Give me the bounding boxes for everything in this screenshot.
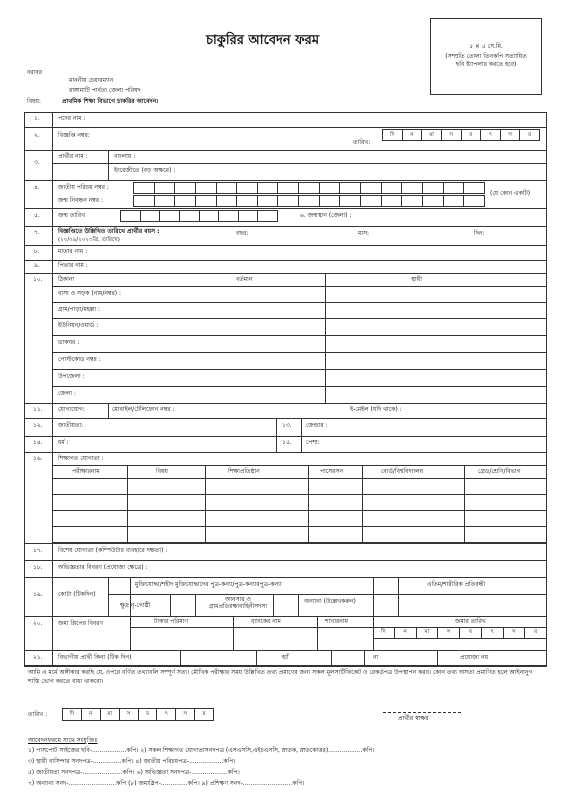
- row5-num: ৫.: [34, 212, 40, 219]
- circular-date-grid[interactable]: [382, 129, 540, 141]
- deposit-date-header: জমার তারিখ: [455, 618, 486, 625]
- quota-other: অন্যান্য (উল্লেখকরুন): [304, 598, 356, 605]
- deposit-date-grid[interactable]: [373, 627, 547, 639]
- edu-header-grade: গ্রেড/শ্রেণি/বিভাগ: [478, 468, 521, 475]
- num-col-divider: [52, 112, 53, 666]
- father-name-label: পিতার নাম :: [58, 262, 88, 269]
- attachment-line: ৩) স্থায়ী বাসিন্দার সনদপত্র-...............কপি। ৪) জাতীয় পরিচয়পত্র-..................কপি।: [28, 758, 236, 765]
- email-label: ই-মেইল (যদি থাকে) :: [350, 406, 402, 413]
- special-skill-label: বিশেষ যোগ্যতা (কম্পিউটার ব্যবহারে দক্ষতা) :: [58, 547, 168, 554]
- either-one-note: (যে কোন একটি): [490, 190, 531, 197]
- birthplace-field[interactable]: [370, 209, 540, 225]
- address-line2: রাঙ্গামাটি পার্বত্য জেলা পরিষদ: [69, 87, 141, 94]
- date-cell: মা: [101, 709, 120, 720]
- date-cell: স: [120, 709, 139, 720]
- dob-label: জন্ম তারিখ: [58, 212, 86, 219]
- name-english-label: ইংরেজীতে (বড় অক্ষরে) :: [114, 167, 176, 174]
- brn-label: জন্ম নিবন্ধন নম্বর :: [58, 197, 104, 204]
- date-cell: র: [202, 711, 206, 718]
- birthplace-label: ৬. জন্মস্থান (জেলা) :: [300, 212, 352, 219]
- present-address-header: বর্তমান: [236, 276, 253, 283]
- bottom-date-grid[interactable]: [62, 708, 214, 721]
- row1-num: ১.: [34, 115, 40, 122]
- deposit-branch-header: শাখারনাম: [325, 618, 348, 625]
- row3-num: ৩.: [34, 159, 40, 166]
- row21-num: ২১.: [33, 654, 43, 661]
- nid-label: জাতীয় পরিচয় নম্বর :: [58, 184, 109, 191]
- edu-header-passing-year: পাসেরসন: [320, 468, 344, 475]
- date-cell: ব: [139, 709, 158, 720]
- date-cell: স: [504, 627, 526, 638]
- experience-label: অভিজ্ঞতার বিবরণ (প্রযোজ্য ক্ষেত্রে) :: [58, 564, 148, 571]
- date-cell: স: [438, 627, 460, 638]
- email-field[interactable]: [420, 404, 540, 417]
- deposit-amount-header: টাকার পরিমাণ: [154, 618, 188, 625]
- row17-num: ১৭.: [33, 547, 43, 554]
- row15-num: ১৫.: [282, 439, 292, 446]
- date-cell: ন: [82, 709, 101, 720]
- education-label: শিক্ষাগত যোগ্যতা :: [58, 455, 104, 462]
- row2-num: ২.: [34, 132, 40, 139]
- dob-grid[interactable]: [120, 210, 278, 222]
- quota-orphan-disabled: এতিম/শারীরিক প্রতিবন্ধী: [427, 581, 486, 588]
- brn-grid[interactable]: [133, 195, 485, 207]
- post-name-label: পদের নাম :: [58, 115, 86, 122]
- date-cell: দি: [383, 130, 403, 140]
- permanent-address-field[interactable]: [326, 287, 546, 402]
- age-label: বিজ্ঞপ্তিতে উল্লিখিত তারিখে প্রার্থীর বয়স :: [58, 228, 160, 235]
- row16-num: ১৬.: [33, 455, 43, 462]
- date-cell: ব: [462, 130, 482, 140]
- gender-label: জেন্ডার :: [306, 422, 328, 429]
- name-bangla-field[interactable]: [150, 151, 540, 162]
- circular-no-field[interactable]: [110, 129, 340, 148]
- mobile-field[interactable]: [195, 404, 345, 417]
- row8-num: ৮.: [34, 248, 40, 255]
- mother-name-label: মাতার নাম :: [58, 248, 88, 255]
- applicant-name-label: প্রার্থীর নাম :: [58, 153, 88, 160]
- signature-label: প্রার্থীর স্বাক্ষর: [398, 715, 429, 722]
- father-name-field[interactable]: [100, 261, 540, 272]
- mobile-label: মোবাইল/টেলিফোন নম্বর :: [112, 406, 175, 413]
- attachment-line: ১) পাসপোর্ট সাইজের ছবি-..................কপি। ২) সকল শিক্ষাগত যোগ্যতাসনদপত্র (এসএসসি,এইচএসসি, স্নাতক, স্নাতকোত্তর)..................কপি।: [28, 747, 375, 754]
- name-bangla-label: বাংলায় :: [114, 153, 136, 160]
- deposit-bank-header: ব্যাংকের নাম: [251, 618, 281, 625]
- edu-header-institution: শিক্ষাপ্রতিষ্ঠান: [228, 468, 260, 475]
- age-reference-date: (২০/০৯/২০২৩খ্রি. তারিখে): [58, 237, 120, 243]
- present-address-field[interactable]: [150, 287, 324, 402]
- edu-header-subject: বিষয়: [156, 468, 168, 475]
- date-cell: ৎ: [482, 627, 504, 638]
- departmental-yes-box[interactable]: [257, 651, 330, 665]
- nationality-label: জাতীয়তা:: [58, 422, 84, 429]
- religion-label: ধর্ম :: [58, 439, 69, 446]
- attachment-line: ৫) জাতীয়তা সনদপত্র-.....................কপি। ৬) অভিজ্ঞতা সনদপত্র-...................কপি।: [28, 769, 240, 776]
- address-line-postcode: পোস্টকোড নম্বর :: [58, 356, 101, 363]
- departmental-label: বিভাগীয় প্রার্থী কিনা (টিক দিন): [58, 654, 132, 661]
- row11-num: ১১.: [33, 406, 43, 413]
- row7-num: ৭.: [34, 229, 40, 236]
- form-title: চাকুরির আবেদন ফরম: [206, 33, 320, 48]
- declaration-text: আমি এ মর্মে অঙ্গীকার করছি যে, ওপরে বর্ণিত তথ্যাবলি সম্পূর্ণ সত্য। মৌখিক পরীক্ষার সময় উল্লিখিত তথ্য প্রমাণের জন্য সকল মূলসার্টিফিকেট ও রেকর্ডপত্র উপস্থাপন করব। কোন তথ্য অসত্য প্রমাণিত হলে আইনানুগ শাস্তি ভোগ করতে বাধ্য থাকবো।: [28, 669, 533, 685]
- age-year-label: বছর:: [236, 230, 249, 237]
- date-cell: র: [528, 131, 532, 138]
- row18-num: ১৮.: [33, 564, 43, 571]
- departmental-yes: হ্যাঁ: [282, 654, 289, 661]
- row19-num: ১৯.: [33, 591, 43, 598]
- permanent-address-header: স্থায়ী: [411, 276, 422, 283]
- row12-num: ১২.: [33, 422, 43, 429]
- date-cell: স: [501, 130, 521, 140]
- deposit-slip-label: জমা প্লিপের বিবরণ: [58, 620, 104, 627]
- name-english-field[interactable]: [220, 164, 540, 179]
- departmental-na: প্রযোজ্য নয়: [460, 654, 489, 661]
- signature-line: [383, 712, 461, 713]
- photo-note: (সম্প্রতি তোলা তিনকপি সত্যায়িত ছবি ষ্ট্যাপলার করতে হবে): [445, 53, 527, 69]
- row14-num: ১৪.: [33, 439, 43, 446]
- date-cell: দি: [63, 709, 82, 720]
- address-line-upazila: উপজেলা :: [58, 373, 85, 380]
- date-cell: ৎ: [481, 130, 501, 140]
- row9-num: ৯.: [34, 262, 40, 269]
- subject-label: বিষয়:: [27, 98, 41, 105]
- address-line-village: গ্রাম/পাড়া/মহল্লা :: [58, 306, 100, 313]
- date-cell: র: [534, 629, 538, 636]
- departmental-no-box[interactable]: [365, 651, 436, 665]
- departmental-no: না: [373, 654, 379, 661]
- row4-num: ৪.: [34, 184, 40, 191]
- quota-label: কোটা (টিকদিন): [58, 591, 96, 598]
- address-label: ঠিকানা: [58, 276, 75, 283]
- circular-date-label: তারিখ:: [353, 139, 371, 146]
- date-cell: ৎ: [157, 709, 176, 720]
- edu-header-board: বোর্ড/বিশ্ববিদ্যালয়: [381, 468, 424, 475]
- date-cell: স: [442, 130, 462, 140]
- mother-name-field[interactable]: [100, 246, 540, 259]
- post-name-field[interactable]: [100, 113, 540, 126]
- bottom-date-label: তারিখ :: [28, 711, 48, 718]
- attachments-heading: আবেদনফরমে সাথে সংযুক্তিঃ: [28, 737, 98, 744]
- quota-freedom-checkbox[interactable]: [109, 578, 129, 593]
- edu-header-exam: পরীক্ষারনাম: [72, 468, 100, 475]
- subject-text: প্রাথমিক শিক্ষা বিভাগে চাকরির আবেদন।: [62, 98, 159, 105]
- quota-ansar-vdp: আনসার ও গ্রামপ্রতিরক্ষাবাহিনীসদস্য: [208, 596, 268, 610]
- quota-orphan-checkbox[interactable]: [374, 578, 397, 593]
- occupation-label: পেশা:: [306, 439, 320, 446]
- contact-label: যোগাযোগ:: [58, 406, 85, 413]
- row10-num: ১০.: [33, 276, 43, 283]
- date-cell: ব: [460, 627, 482, 638]
- age-day-label: দিন:: [474, 230, 485, 237]
- date-cell: ন: [403, 130, 423, 140]
- nid-grid[interactable]: [133, 182, 485, 194]
- quota-ethnic-minority: ক্ষুদ্র নৃ-গোষ্ঠী: [120, 602, 151, 609]
- row13-num: ১৩.: [282, 422, 292, 429]
- quota-freedom-fighter: মুক্তিযোদ্ধা/শহীদ মুক্তিযোদ্ধাদের পুত্র-কন্যা/পুত্র-কন্যারপুত্র-কন্যা: [135, 581, 282, 588]
- attachment-line: ৭) অন্যান্য সনদ-.........................কপি (৮) জমাস্লিপ-..............কপি। ৯) প্রশিক্ষণ সনদ-..........................কপি।: [28, 780, 305, 787]
- address-line-district: জেলা :: [58, 390, 76, 397]
- address-line-union: ইউনিয়ন/ওয়ার্ড :: [58, 322, 99, 329]
- address-line1: মাননীয় চেয়ারম্যান: [69, 77, 114, 84]
- date-cell: দি: [373, 627, 395, 638]
- date-cell: স: [176, 709, 195, 720]
- date-cell: ন: [395, 627, 417, 638]
- address-to: বরাবর: [27, 69, 43, 76]
- photo-box: [430, 18, 542, 95]
- date-cell: মা: [422, 130, 442, 140]
- photo-size: ৫ × ৫ সে.মি.: [469, 43, 503, 50]
- row20-num: ২০.: [33, 620, 43, 627]
- date-cell: মা: [417, 627, 439, 638]
- age-month-label: মাস:: [358, 230, 370, 237]
- address-line-postoffice: ডাকঘর :: [58, 339, 80, 346]
- circular-no-label: বিজ্ঞপ্তি নম্বর:: [58, 132, 90, 139]
- address-line-house: বাসা ও সড়ক (নাম/নম্বর) :: [58, 290, 122, 297]
